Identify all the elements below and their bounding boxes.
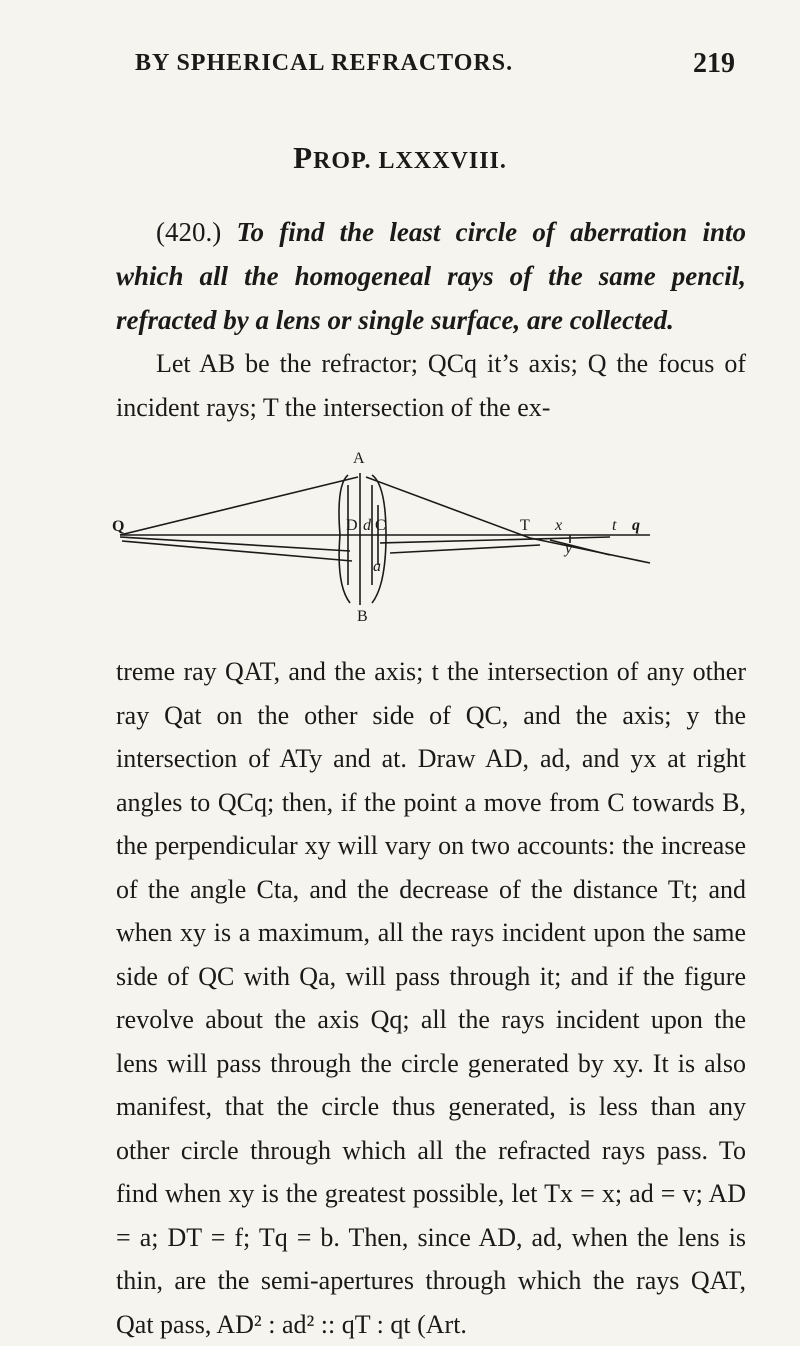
paragraph-2: treme ray QAT, and the axis; t the intersection of any other ray Qat on the other side of QC, and the axis; y the intersection of ATy and at. Draw AD, ad, and yx at right angles to QCq; then, if the point a move from C towards B, the perpendicular xy will vary on two accounts: the increase of the angle Cta, and the decrease of the distance Tt; and when xy is a maximum, all the rays incident upon the same side of QC with Qa, will pass through it; and if the figure revolve about the axis Qq; all the rays incident upon the lens will pass through the circle generated by xy. It is also manifest, that the circle thus generated, is less than any other circle through which all the refracted rays pass. To find when xy is the greatest possible, let Tx = x; ad = v; AD = a; DT = f; Tq = b. Then, since AD, ad, when the lens is thin, are the semi-apertures through which the rays QAT, Qat pass, AD² : ad² :: qT : qt (Art. xyxy=(116,657,746,1339)
proposition-title-rest: ROP. LXXXVIII. xyxy=(313,148,507,174)
label-D: D xyxy=(346,517,358,534)
label-B: B xyxy=(357,608,368,625)
paragraph-1: Let AB be the refractor; QCq it’s axis; Q the focus of incident rays; T the intersection of the ex- xyxy=(116,349,746,422)
label-Q: Q xyxy=(112,518,125,535)
proposition-title xyxy=(0,140,800,176)
label-x: x xyxy=(555,517,563,534)
page-header xyxy=(135,50,735,90)
proposition-statement xyxy=(116,210,746,342)
label-y: y xyxy=(565,540,573,557)
statement-text: To find the least circle of aberration into which all the homogeneal rays of the same pencil, refracted by a lens or single surface, are collected. xyxy=(116,217,746,335)
proposition-title-initial: P xyxy=(293,140,314,175)
ray-AT xyxy=(366,477,530,538)
ray-at-lower xyxy=(390,545,540,553)
ray-at xyxy=(380,537,610,543)
label-C: C xyxy=(375,517,386,534)
label-a: a xyxy=(373,558,381,575)
refraction-diagram xyxy=(110,445,710,625)
ray-QA xyxy=(120,477,358,535)
label-t: t xyxy=(612,517,617,534)
lens-right-edge xyxy=(372,475,386,603)
page-number: 219 xyxy=(693,48,735,79)
label-q: q xyxy=(632,517,640,534)
ray-yt xyxy=(550,540,610,555)
label-d: d xyxy=(363,517,371,534)
running-head: BY SPHERICAL REFRACTORS. xyxy=(135,50,514,76)
label-T: T xyxy=(520,517,530,534)
label-A: A xyxy=(353,450,365,467)
article-number: (420.) xyxy=(156,217,222,247)
